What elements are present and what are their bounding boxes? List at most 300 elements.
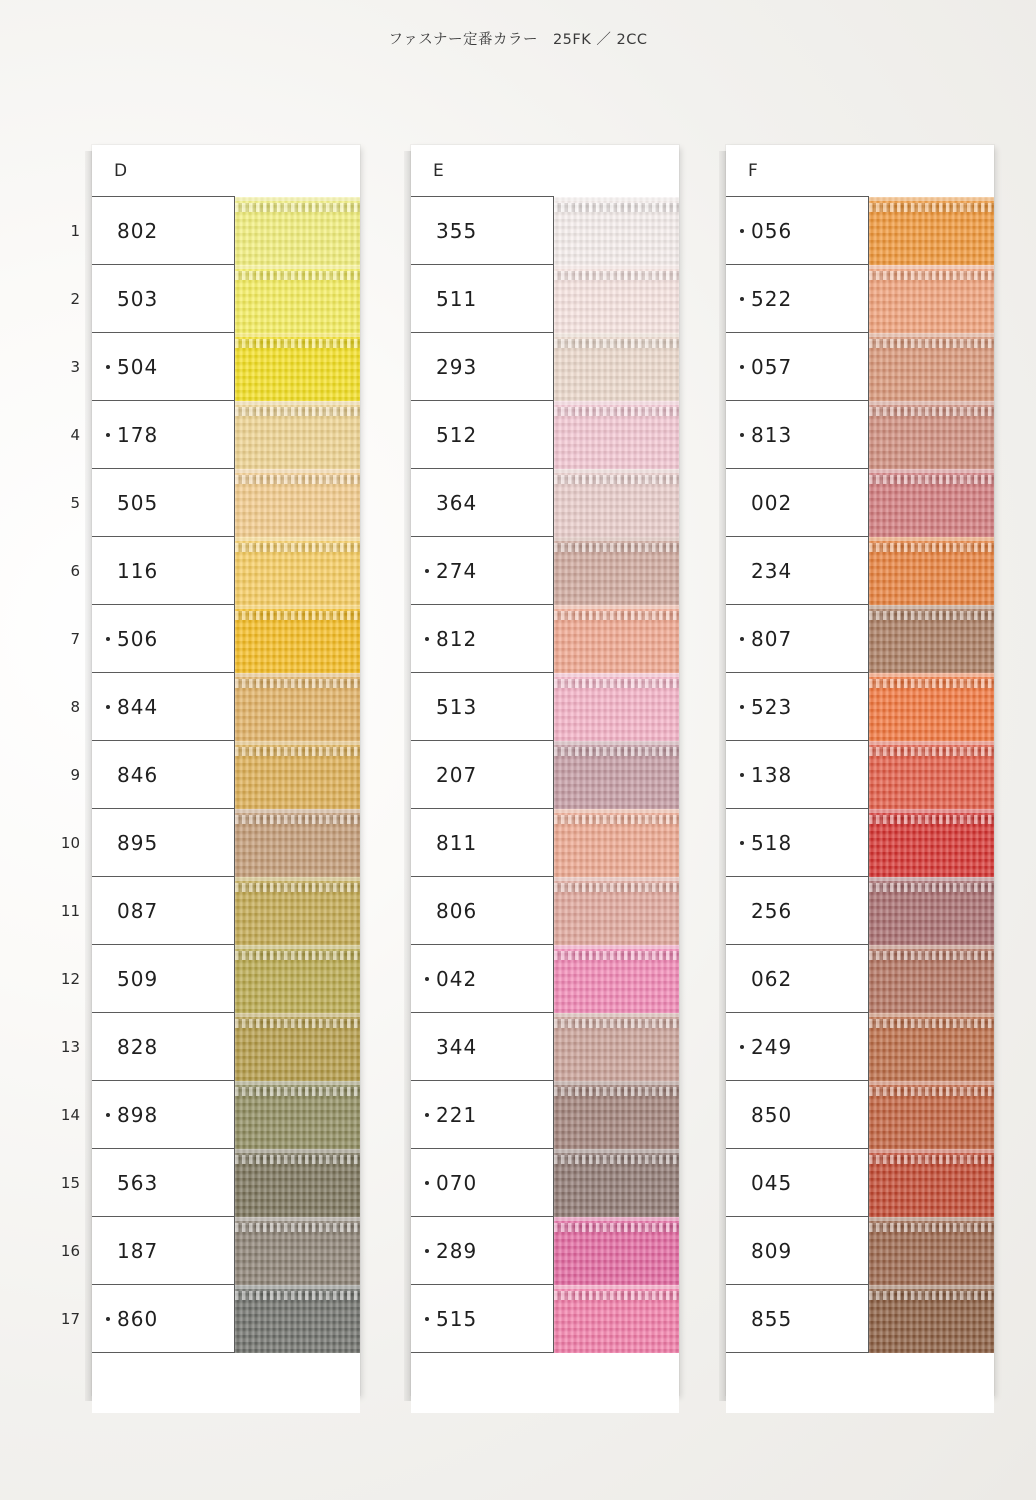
color-code-cell (726, 537, 869, 605)
color-swatch (554, 605, 679, 673)
color-code-cell (411, 945, 554, 1013)
color-swatch (554, 1149, 679, 1217)
zipper-teeth (869, 1019, 994, 1028)
color-code-label: 355 (436, 218, 478, 243)
color-code-label: 844 (117, 694, 159, 719)
color-code-label: 898 (117, 1102, 159, 1127)
swatch-seam (869, 877, 994, 881)
table-row (92, 265, 360, 333)
table-row (726, 1217, 994, 1285)
card-footer (92, 1353, 360, 1413)
color-code-label: 207 (436, 762, 478, 787)
color-code-cell (726, 197, 869, 265)
column-letter: D (114, 161, 128, 181)
table-row (411, 741, 679, 809)
table-row (92, 1285, 360, 1353)
table-row (411, 945, 679, 1013)
color-swatch (554, 741, 679, 809)
color-swatch (869, 673, 994, 741)
color-code-cell (726, 1217, 869, 1285)
color-code-label: 364 (436, 490, 478, 515)
table-row (92, 605, 360, 673)
zipper-teeth (235, 679, 360, 688)
color-code-cell (92, 265, 235, 333)
zipper-teeth (869, 203, 994, 212)
color-swatch (869, 333, 994, 401)
color-swatch (869, 265, 994, 333)
zipper-teeth (235, 1155, 360, 1164)
table-row (411, 197, 679, 265)
swatch-seam (554, 945, 679, 949)
zipper-teeth (554, 951, 679, 960)
zipper-teeth (869, 1155, 994, 1164)
color-code-cell (411, 877, 554, 945)
color-swatch (554, 1285, 679, 1353)
color-code-cell (726, 945, 869, 1013)
bullet-dot-icon (740, 297, 744, 301)
table-row (726, 537, 994, 605)
zipper-teeth (554, 679, 679, 688)
color-code-label: 809 (751, 1238, 793, 1263)
zipper-teeth (554, 543, 679, 552)
color-code-cell (411, 809, 554, 877)
color-code-label: 523 (751, 694, 793, 719)
zipper-teeth (235, 611, 360, 620)
table-row (411, 1285, 679, 1353)
color-code-cell (726, 1149, 869, 1217)
swatch-seam (235, 1149, 360, 1153)
color-code-label: 506 (117, 626, 159, 651)
zipper-teeth (554, 475, 679, 484)
color-swatch (235, 1081, 360, 1149)
zipper-teeth (235, 1087, 360, 1096)
swatch-seam (869, 1217, 994, 1221)
swatch-seam (235, 333, 360, 337)
color-code-cell (92, 1149, 235, 1217)
row-number: 4 (70, 426, 80, 444)
swatch-seam (235, 1217, 360, 1221)
card-footer (411, 1353, 679, 1413)
color-swatch (869, 197, 994, 265)
zipper-teeth (235, 747, 360, 756)
table-row (726, 401, 994, 469)
color-code-label: 515 (436, 1306, 478, 1331)
bullet-dot-icon (425, 1317, 429, 1321)
color-code-label: 811 (436, 830, 478, 855)
table-row (92, 1217, 360, 1285)
table-row (726, 1149, 994, 1217)
color-swatch (554, 1217, 679, 1285)
color-code-label: 511 (436, 286, 478, 311)
color-code-cell (411, 605, 554, 673)
color-code-label: 503 (117, 286, 159, 311)
swatch-seam (235, 741, 360, 745)
color-swatch (869, 469, 994, 537)
color-swatch (869, 1285, 994, 1353)
swatch-seam (869, 401, 994, 405)
table-row (726, 469, 994, 537)
color-code-label: 504 (117, 354, 159, 379)
color-code-cell (411, 197, 554, 265)
color-swatch (235, 605, 360, 673)
table-row (92, 673, 360, 741)
color-code-cell (411, 1149, 554, 1217)
color-swatch (235, 1149, 360, 1217)
swatch-seam (869, 945, 994, 949)
table-row (726, 197, 994, 265)
color-code-cell (411, 401, 554, 469)
zipper-teeth (869, 611, 994, 620)
color-code-cell (411, 1013, 554, 1081)
bullet-dot-icon (740, 705, 744, 709)
zipper-teeth (869, 1223, 994, 1232)
table-row (726, 1013, 994, 1081)
table-row (411, 1149, 679, 1217)
color-swatch (554, 469, 679, 537)
color-code-cell (411, 673, 554, 741)
zipper-teeth (554, 1223, 679, 1232)
color-code-label: 846 (117, 762, 159, 787)
color-code-label: 802 (117, 218, 159, 243)
color-swatch (554, 809, 679, 877)
color-code-label: 806 (436, 898, 478, 923)
color-code-cell (92, 1013, 235, 1081)
swatch-seam (869, 1285, 994, 1289)
color-swatch (235, 673, 360, 741)
swatch-seam (869, 1013, 994, 1017)
color-code-label: 274 (436, 558, 478, 583)
zipper-teeth (869, 1291, 994, 1300)
color-swatch (235, 809, 360, 877)
row-number: 6 (70, 562, 80, 580)
swatch-seam (235, 877, 360, 881)
color-swatch (869, 1217, 994, 1285)
row-number: 17 (60, 1310, 80, 1328)
zipper-teeth (235, 271, 360, 280)
color-code-label: 187 (117, 1238, 159, 1263)
color-code-cell (726, 1285, 869, 1353)
column-header-e (411, 145, 554, 197)
table-row (92, 333, 360, 401)
card-edge-shadow (85, 151, 92, 1401)
zipper-teeth (554, 747, 679, 756)
color-swatch (869, 1013, 994, 1081)
swatch-seam (235, 197, 360, 201)
color-code-cell (92, 401, 235, 469)
bullet-dot-icon (425, 977, 429, 981)
table-row (726, 741, 994, 809)
swatch-seam (554, 605, 679, 609)
color-code-label: 509 (117, 966, 159, 991)
color-code-label: 512 (436, 422, 478, 447)
swatch-seam (235, 809, 360, 813)
color-swatch (869, 945, 994, 1013)
color-code-label: 860 (117, 1306, 159, 1331)
color-swatch (235, 537, 360, 605)
color-swatch (554, 673, 679, 741)
bullet-dot-icon (740, 841, 744, 845)
color-swatch (554, 333, 679, 401)
swatch-seam (554, 1285, 679, 1289)
bullet-dot-icon (425, 1181, 429, 1185)
swatch-seam (869, 333, 994, 337)
swatch-seam (554, 401, 679, 405)
table-row (92, 1013, 360, 1081)
swatch-seam (554, 809, 679, 813)
color-swatch (235, 265, 360, 333)
bullet-dot-icon (740, 637, 744, 641)
color-code-label: 045 (751, 1170, 793, 1195)
color-card-f (726, 145, 994, 1395)
swatch-seam (869, 265, 994, 269)
table-row (726, 1285, 994, 1353)
zipper-teeth (869, 951, 994, 960)
row-number: 13 (60, 1038, 80, 1056)
row-number: 15 (60, 1174, 80, 1192)
row-number: 12 (60, 970, 80, 988)
color-code-label: 062 (751, 966, 793, 991)
swatch-seam (869, 673, 994, 677)
color-swatch (869, 537, 994, 605)
color-card-d (60, 145, 360, 1395)
color-code-cell (726, 673, 869, 741)
zipper-teeth (554, 1087, 679, 1096)
table-row (726, 333, 994, 401)
color-code-label: 855 (751, 1306, 793, 1331)
card-edge-shadow (404, 151, 411, 1401)
swatch-seam (869, 605, 994, 609)
zipper-teeth (869, 815, 994, 824)
swatch-seam (869, 741, 994, 745)
table-row (411, 1217, 679, 1285)
color-code-cell (92, 469, 235, 537)
table-row (726, 945, 994, 1013)
color-code-cell (726, 605, 869, 673)
swatch-rows-f (726, 197, 994, 1353)
color-code-label: 221 (436, 1102, 478, 1127)
swatch-seam (554, 469, 679, 473)
row-number: 7 (70, 630, 80, 648)
color-code-cell (726, 1081, 869, 1149)
bullet-dot-icon (740, 365, 744, 369)
color-code-cell (92, 1285, 235, 1353)
table-row (726, 265, 994, 333)
color-code-cell (92, 197, 235, 265)
swatch-seam (235, 945, 360, 949)
table-row (726, 605, 994, 673)
table-row (92, 197, 360, 265)
color-swatch (554, 197, 679, 265)
zipper-teeth (869, 883, 994, 892)
swatch-seam (869, 1081, 994, 1085)
row-number-column-d (48, 197, 80, 1353)
color-code-label: 813 (751, 422, 793, 447)
color-code-label: 289 (436, 1238, 478, 1263)
table-row (92, 945, 360, 1013)
color-code-label: 057 (751, 354, 793, 379)
bullet-dot-icon (106, 1317, 110, 1321)
color-swatch (869, 401, 994, 469)
color-code-label: 234 (751, 558, 793, 583)
color-code-label: 895 (117, 830, 159, 855)
zipper-teeth (235, 339, 360, 348)
page-title: ファスナー定番カラー 25FK ／ 2CC (388, 32, 648, 48)
swatch-seam (554, 1013, 679, 1017)
swatch-seam (554, 673, 679, 677)
row-number: 11 (60, 902, 80, 920)
color-code-cell (92, 1081, 235, 1149)
color-code-cell (92, 877, 235, 945)
zipper-teeth (869, 407, 994, 416)
color-swatch (869, 605, 994, 673)
color-code-cell (726, 809, 869, 877)
color-code-label: 828 (117, 1034, 159, 1059)
color-code-label: 522 (751, 286, 793, 311)
color-code-label: 002 (751, 490, 793, 515)
zipper-teeth (235, 951, 360, 960)
bullet-dot-icon (425, 637, 429, 641)
color-swatch (554, 945, 679, 1013)
color-code-label: 344 (436, 1034, 478, 1059)
table-row (92, 469, 360, 537)
bullet-dot-icon (106, 433, 110, 437)
swatch-rows-e (411, 197, 679, 1353)
color-swatch (235, 469, 360, 537)
swatch-seam (869, 197, 994, 201)
swatch-rows-d (92, 197, 360, 1353)
color-card-e (411, 145, 679, 1395)
color-code-cell (92, 605, 235, 673)
table-row (411, 605, 679, 673)
bullet-dot-icon (425, 1249, 429, 1253)
zipper-teeth (554, 815, 679, 824)
swatch-seam (869, 1149, 994, 1153)
bullet-dot-icon (106, 637, 110, 641)
row-number: 9 (70, 766, 80, 784)
swatch-seam (235, 537, 360, 541)
bullet-dot-icon (425, 569, 429, 573)
table-row (726, 877, 994, 945)
color-code-label: 178 (117, 422, 159, 447)
color-code-cell (92, 537, 235, 605)
column-letter: F (748, 161, 758, 181)
table-row (726, 673, 994, 741)
column-header-d (92, 145, 235, 197)
color-code-cell (411, 265, 554, 333)
bullet-dot-icon (740, 1045, 744, 1049)
swatch-seam (554, 537, 679, 541)
row-number: 8 (70, 698, 80, 716)
zipper-teeth (869, 339, 994, 348)
color-code-cell (726, 265, 869, 333)
color-code-cell (411, 469, 554, 537)
table-row (92, 877, 360, 945)
zipper-teeth (869, 475, 994, 484)
swatch-seam (235, 673, 360, 677)
bullet-dot-icon (106, 1113, 110, 1117)
color-swatch (869, 741, 994, 809)
zipper-teeth (554, 271, 679, 280)
color-code-label: 087 (117, 898, 159, 923)
card-footer (726, 1353, 994, 1413)
color-code-label: 563 (117, 1170, 159, 1195)
table-row (411, 537, 679, 605)
zipper-teeth (235, 475, 360, 484)
zipper-teeth (235, 1291, 360, 1300)
color-code-cell (411, 537, 554, 605)
color-swatch (869, 1081, 994, 1149)
color-code-label: 249 (751, 1034, 793, 1059)
swatch-seam (554, 741, 679, 745)
color-code-label: 056 (751, 218, 793, 243)
row-number: 10 (60, 834, 80, 852)
swatch-seam (235, 605, 360, 609)
table-row (92, 1081, 360, 1149)
color-swatch (235, 1285, 360, 1353)
color-code-label: 807 (751, 626, 793, 651)
row-number: 3 (70, 358, 80, 376)
color-code-cell (92, 741, 235, 809)
color-code-label: 138 (751, 762, 793, 787)
color-code-label: 256 (751, 898, 793, 923)
swatch-seam (554, 197, 679, 201)
zipper-teeth (869, 271, 994, 280)
color-swatch (235, 401, 360, 469)
table-row (411, 877, 679, 945)
color-code-cell (726, 877, 869, 945)
color-code-cell (411, 333, 554, 401)
color-code-cell (92, 1217, 235, 1285)
table-row (92, 1149, 360, 1217)
row-number: 2 (70, 290, 80, 308)
color-code-cell (92, 809, 235, 877)
color-swatch (235, 1217, 360, 1285)
table-row (92, 809, 360, 877)
zipper-teeth (554, 611, 679, 620)
column-letter: E (433, 161, 444, 181)
color-swatch (554, 265, 679, 333)
color-code-cell (92, 673, 235, 741)
zipper-teeth (554, 883, 679, 892)
bullet-dot-icon (740, 229, 744, 233)
bullet-dot-icon (106, 705, 110, 709)
zipper-teeth (235, 883, 360, 892)
color-swatch (554, 401, 679, 469)
row-number: 16 (60, 1242, 80, 1260)
swatch-seam (554, 1149, 679, 1153)
swatch-seam (235, 1013, 360, 1017)
color-swatch (235, 1013, 360, 1081)
table-row (411, 809, 679, 877)
bullet-dot-icon (740, 773, 744, 777)
table-row (411, 333, 679, 401)
color-code-cell (92, 945, 235, 1013)
swatch-seam (554, 877, 679, 881)
zipper-teeth (554, 1019, 679, 1028)
zipper-teeth (235, 407, 360, 416)
zipper-teeth (235, 543, 360, 552)
zipper-teeth (235, 203, 360, 212)
table-row (92, 401, 360, 469)
color-code-label: 116 (117, 558, 159, 583)
swatch-seam (554, 265, 679, 269)
color-swatch (235, 333, 360, 401)
color-code-label: 070 (436, 1170, 478, 1195)
bullet-dot-icon (740, 433, 744, 437)
color-swatch (554, 1013, 679, 1081)
table-row (411, 1013, 679, 1081)
zipper-teeth (869, 543, 994, 552)
